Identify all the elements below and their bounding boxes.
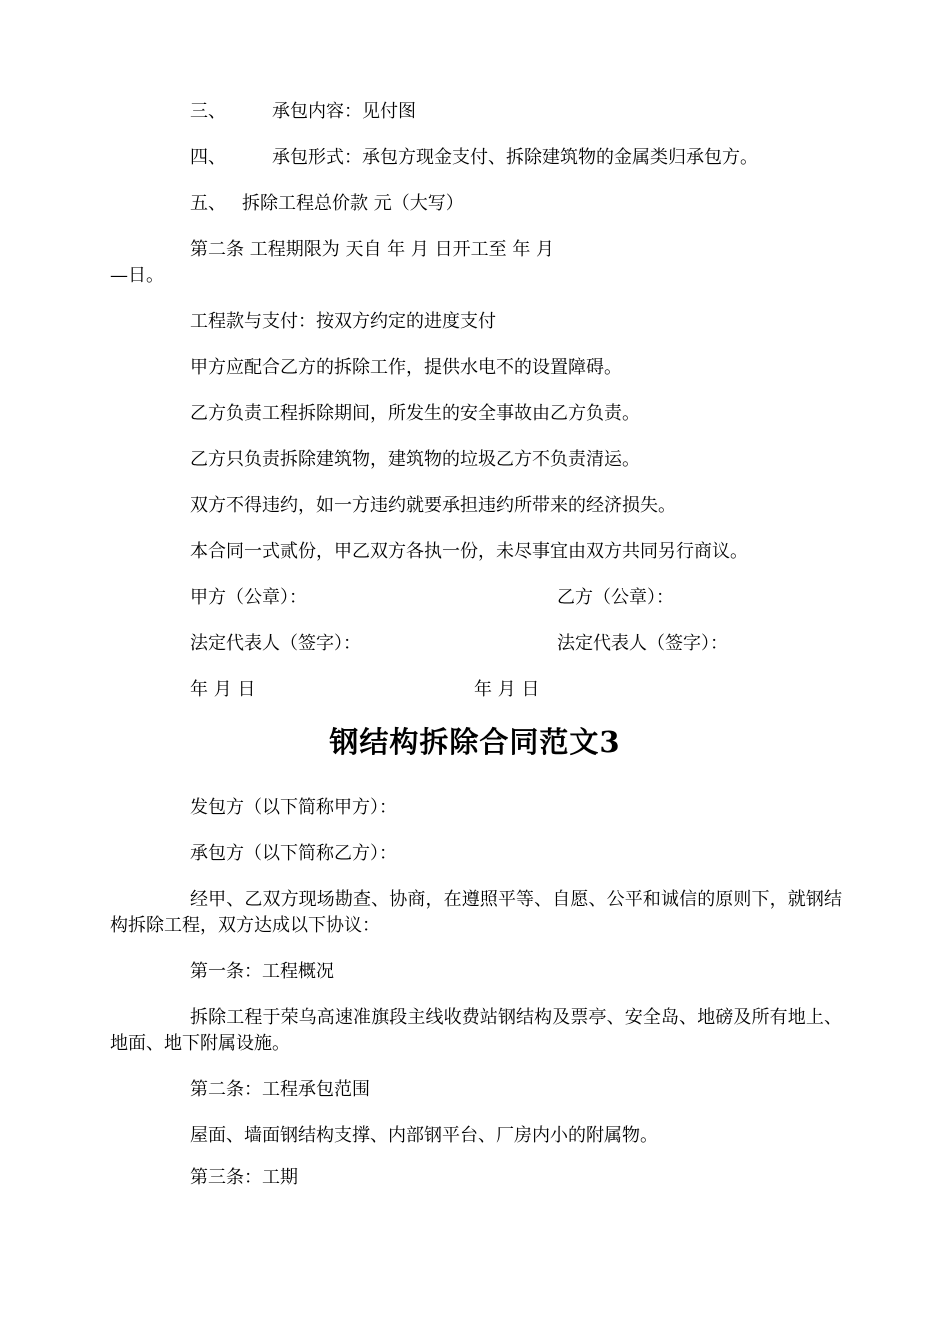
- party-a-date: 年 月 日: [190, 679, 256, 700]
- article-2-line-2: —日。: [110, 265, 164, 286]
- article-2-line-1: 第二条 工程期限为 天自 年 月 日开工至 年 月: [190, 239, 555, 260]
- item-3-text: 承包内容：见付图: [272, 101, 416, 122]
- article-2-heading: 第二条：工程承包范围: [190, 1079, 370, 1100]
- section-title: 钢结构拆除合同范文3: [329, 725, 621, 759]
- item-5-text: 拆除工程总价款 元（大写）: [242, 193, 464, 214]
- article-2-body: 屋面、墙面钢结构支撑、内部钢平台、厂房内小的附属物。: [190, 1125, 658, 1146]
- clause-debris: 乙方只负责拆除建筑物，建筑物的垃圾乙方不负责清运。: [190, 449, 640, 470]
- party-b-date: 年 月 日: [474, 679, 540, 700]
- item-3-number: 三、: [190, 101, 226, 122]
- item-4-number: 四、: [190, 147, 226, 168]
- contractor-line: 承包方（以下简称乙方）：: [190, 843, 397, 864]
- clause-safety: 乙方负责工程拆除期间，所发生的安全事故由乙方负责。: [190, 403, 640, 424]
- article-1-heading: 第一条：工程概况: [190, 961, 334, 982]
- party-a-seal: 甲方（公章）：: [190, 587, 307, 608]
- employer-line: 发包方（以下简称甲方）：: [190, 797, 397, 818]
- clause-copies: 本合同一式贰份，甲乙双方各执一份，未尽事宜由双方共同另行商议。: [190, 541, 748, 562]
- item-4-text: 承包形式：承包方现金支付、拆除建筑物的金属类归承包方。: [272, 147, 758, 168]
- party-b-seal: 乙方（公章）：: [557, 587, 674, 608]
- article-3-heading: 第三条：工期: [190, 1167, 298, 1188]
- clause-cooperation: 甲方应配合乙方的拆除工作，提供水电不的设置障碍。: [190, 357, 622, 378]
- clause-breach: 双方不得违约，如一方违约就要承担违约所带来的经济损失。: [190, 495, 676, 516]
- clause-payment: 工程款与支付：按双方约定的进度支付: [190, 311, 496, 332]
- article-1-body: 拆除工程于荣乌高速准旗段主线收费站钢结构及票亭、安全岛、地磅及所有地上、地面、地下附属设施。: [110, 1007, 842, 1054]
- party-a-representative: 法定代表人（签字）：: [190, 633, 361, 654]
- item-5-number: 五、: [190, 193, 226, 214]
- preamble-paragraph: 经甲、乙双方现场勘查、协商，在遵照平等、自愿、公平和诚信的原则下，就钢结构拆除工程，双方达成以下协议：: [110, 889, 842, 936]
- party-b-representative: 法定代表人（签字）：: [557, 633, 728, 654]
